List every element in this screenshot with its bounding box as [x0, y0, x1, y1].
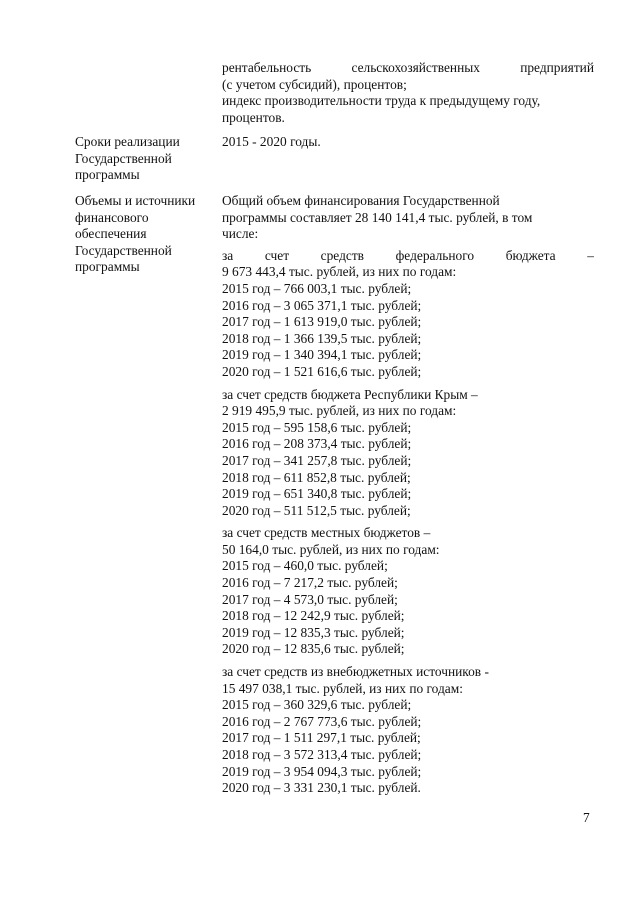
timeline-value-text: 2015 - 2020 годы. — [222, 134, 321, 149]
label-line: обеспечения — [75, 226, 147, 242]
year-line: 2018 год – 12 242,9 тыс. рублей; — [222, 608, 405, 624]
label-line: Сроки реализации — [75, 134, 180, 149]
year-line: 2016 год – 7 217,2 тыс. рублей; — [222, 575, 398, 591]
local-total: 50 164,0 тыс. рублей, из них по годам: — [222, 541, 440, 557]
year-line: 2020 год – 12 835,6 тыс. рублей; — [222, 641, 405, 657]
local-heading: за счет средств местных бюджетов – — [222, 525, 431, 541]
year-line: 2019 год – 3 954 094,3 тыс. рублей; — [222, 763, 422, 779]
federal-heading — [222, 248, 594, 265]
indicators-continuation — [222, 60, 594, 126]
crimea-budget-block — [222, 387, 594, 520]
federal-total: 9 673 443,4 тыс. рублей, из них по годам: — [222, 264, 457, 280]
label-line: Государственной — [75, 242, 172, 258]
year-line: 2016 год – 2 767 773,6 тыс. рублей; — [222, 713, 422, 729]
total-line: Общий объем финансирования Государственной — [222, 193, 500, 208]
year-line: 2019 год – 1 340 394,1 тыс. рублей; — [222, 347, 422, 363]
heading-word: бюджета — [505, 247, 556, 263]
total-line: программы составляет 28 140 141,4 тыс. рублей, в том — [222, 209, 533, 225]
crimea-heading: за счет средств бюджета Республики Крым – — [222, 386, 478, 402]
year-line: 2015 год – 360 329,6 тыс. рублей; — [222, 697, 412, 713]
funding-label — [75, 193, 215, 276]
year-line: 2016 год – 3 065 371,1 тыс. рублей; — [222, 297, 422, 313]
year-line: 2015 год – 766 003,1 тыс. рублей; — [222, 280, 412, 296]
year-line: 2018 год – 611 852,8 тыс. рублей; — [222, 469, 411, 485]
year-line: 2017 год – 4 573,0 тыс. рублей; — [222, 591, 398, 607]
extrabudget-heading: за счет средств из внебюджетных источников - — [222, 664, 489, 680]
total-line: числе: — [222, 226, 259, 242]
year-line: 2017 год – 1 511 297,1 тыс. рублей; — [222, 730, 421, 746]
intro-line-1 — [222, 60, 594, 77]
label-line: финансового — [75, 209, 149, 225]
timeline-value — [222, 134, 594, 151]
year-line: 2015 год – 460,0 тыс. рублей; — [222, 558, 388, 574]
heading-word: за — [222, 247, 234, 263]
heading-word: федерального — [395, 247, 475, 263]
year-line: 2017 год – 1 613 919,0 тыс. рублей; — [222, 314, 422, 330]
year-line: 2020 год – 511 512,5 тыс. рублей; — [222, 502, 411, 518]
label-line: Государственной — [75, 150, 172, 166]
intro-word: сельскохозяйственных — [351, 60, 480, 75]
label-line: программы — [75, 259, 140, 275]
intro-word: рентабельность — [222, 60, 312, 75]
year-line: 2018 год – 1 366 139,5 тыс. рублей; — [222, 330, 422, 346]
year-line: 2018 год – 3 572 313,4 тыс. рублей; — [222, 747, 422, 762]
funding-values — [222, 193, 594, 803]
funding-total — [222, 193, 594, 243]
heading-word: – — [587, 247, 594, 263]
local-budget-block — [222, 525, 594, 658]
year-line: 2015 год – 595 158,6 тыс. рублей; — [222, 419, 412, 435]
federal-budget-block — [222, 248, 594, 381]
year-line: 2020 год – 3 331 230,1 тыс. рублей. — [222, 780, 421, 796]
crimea-total: 2 919 495,9 тыс. рублей, из них по годам: — [222, 403, 457, 419]
page-number: 7 — [583, 810, 590, 825]
intro-word: предприятий — [520, 60, 594, 75]
heading-word: счет — [264, 247, 290, 263]
timeline-label — [75, 134, 215, 184]
label-line: программы — [75, 167, 140, 183]
extrabudget-block — [222, 664, 594, 797]
year-line: 2019 год – 651 340,8 тыс. рублей; — [222, 486, 412, 502]
heading-word: средств — [320, 247, 365, 263]
intro-line-2: (с учетом субсидий), процентов; — [222, 76, 407, 92]
year-line: 2019 год – 12 835,3 тыс. рублей; — [222, 624, 405, 640]
intro-line-4: процентов. — [222, 109, 285, 125]
year-line: 2016 год – 208 373,4 тыс. рублей; — [222, 436, 412, 452]
extrabudget-total: 15 497 038,1 тыс. рублей, из них по годам: — [222, 680, 463, 696]
intro-line-3: индекс производительности труда к предыдущему году, — [222, 93, 541, 109]
label-line: Объемы и источники — [75, 193, 196, 208]
year-line: 2017 год – 341 257,8 тыс. рублей; — [222, 452, 412, 468]
year-line: 2020 год – 1 521 616,6 тыс. рублей; — [222, 363, 422, 379]
